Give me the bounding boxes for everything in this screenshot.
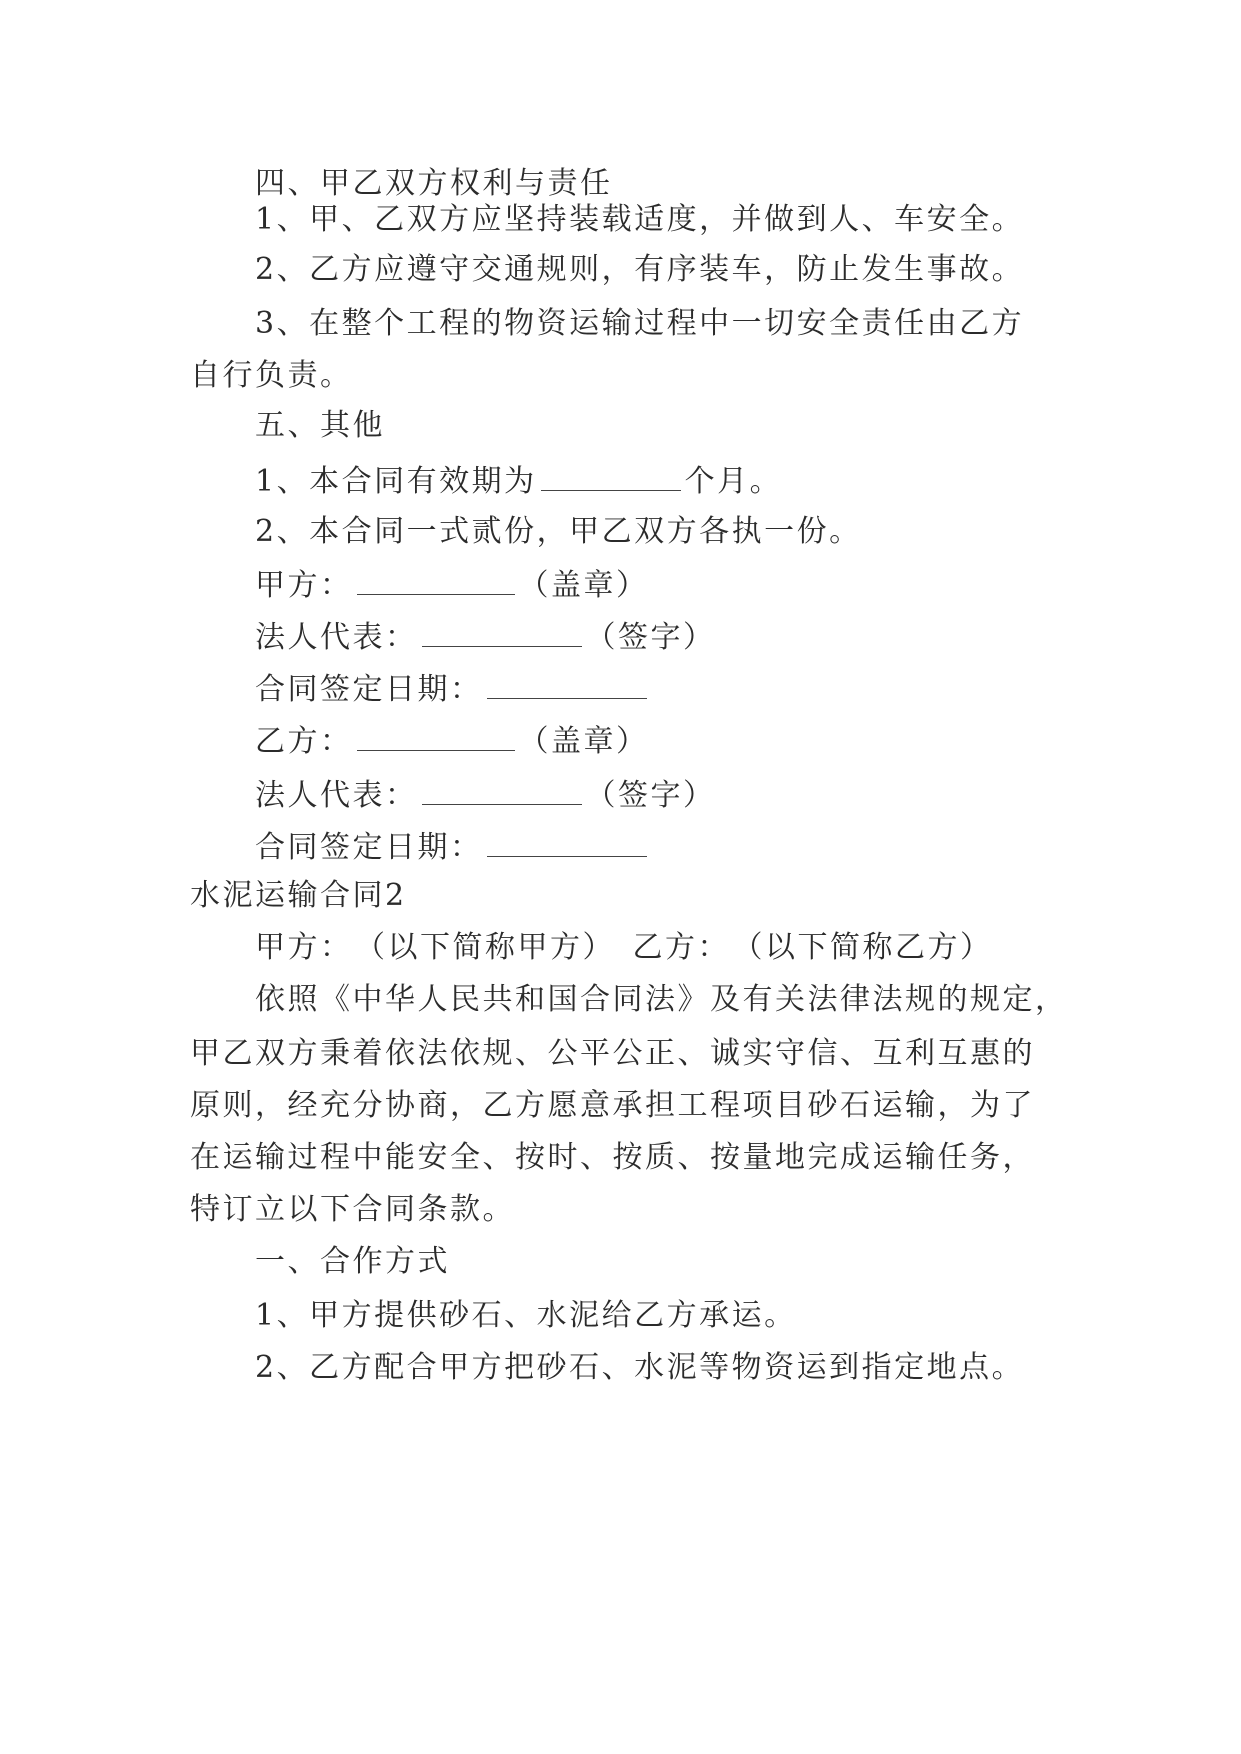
signature-note: （签字） bbox=[585, 778, 716, 813]
party-b-line bbox=[255, 720, 649, 762]
paragraph: 2、乙方配合甲方把砂石、水泥等物资运到指定地点。 bbox=[255, 1350, 1025, 1385]
party-a-label: 甲方： bbox=[255, 568, 353, 603]
parties-line: 甲方： （以下简称甲方） 乙方： （以下简称乙方） bbox=[255, 930, 993, 965]
party-a-seal: （盖章） bbox=[518, 568, 649, 603]
paragraph: 2、乙方应遵守交通规则，有序装车，防止发生事故。 bbox=[255, 252, 1025, 287]
section-heading-cooperation: 一、合作方式 bbox=[255, 1244, 450, 1279]
party-a-blank bbox=[357, 564, 515, 595]
validity-line bbox=[255, 460, 782, 502]
party-a-line bbox=[255, 564, 649, 606]
date-blank bbox=[487, 826, 647, 857]
party-b-label: 乙方： bbox=[255, 724, 353, 759]
date-blank bbox=[487, 668, 647, 699]
paragraph-continuation: 在运输过程中能安全、按时、按质、按量地完成运输任务， bbox=[190, 1140, 1035, 1175]
signature-note: （签字） bbox=[585, 620, 716, 655]
party-b-representative-line bbox=[255, 774, 716, 816]
party-a-representative-line bbox=[255, 616, 716, 658]
paragraph-continuation: 甲乙双方秉着依法依规、公平公正、诚实守信、互利互惠的 bbox=[190, 1036, 1035, 1071]
representative-blank bbox=[422, 616, 582, 647]
paragraph: 1、甲方提供砂石、水泥给乙方承运。 bbox=[255, 1298, 797, 1333]
paragraph: 1、甲、乙双方应坚持装载适度，并做到人、车安全。 bbox=[255, 202, 1025, 237]
section-heading-other: 五、其他 bbox=[255, 408, 385, 443]
validity-blank bbox=[541, 460, 681, 491]
section-heading-rights: 四、甲乙双方权利与责任 bbox=[255, 166, 613, 201]
representative-blank bbox=[422, 774, 582, 805]
date-label: 合同签定日期： bbox=[255, 672, 483, 707]
party-b-seal: （盖章） bbox=[518, 724, 649, 759]
paragraph-continuation: 特订立以下合同条款。 bbox=[190, 1192, 515, 1227]
validity-unit: 个月。 bbox=[684, 464, 783, 499]
paragraph: 2、本合同一式贰份，甲乙双方各执一份。 bbox=[255, 514, 862, 549]
validity-label: 1、本合同有效期为 bbox=[255, 464, 537, 499]
paragraph: 3、在整个工程的物资运输过程中一切安全责任由乙方 bbox=[255, 306, 1025, 341]
party-b-blank bbox=[357, 720, 515, 751]
paragraph-continuation: 自行负责。 bbox=[190, 358, 353, 393]
paragraph-continuation: 原则，经充分协商，乙方愿意承担工程项目砂石运输，为了 bbox=[190, 1088, 1035, 1123]
paragraph: 依照《中华人民共和国合同法》及有关法律法规的规定， bbox=[255, 982, 1068, 1017]
contract-title: 水泥运输合同2 bbox=[190, 878, 407, 913]
representative-label: 法人代表： bbox=[255, 778, 418, 813]
representative-label: 法人代表： bbox=[255, 620, 418, 655]
party-a-date-line bbox=[255, 668, 651, 710]
party-b-date-line bbox=[255, 826, 651, 868]
date-label: 合同签定日期： bbox=[255, 830, 483, 865]
